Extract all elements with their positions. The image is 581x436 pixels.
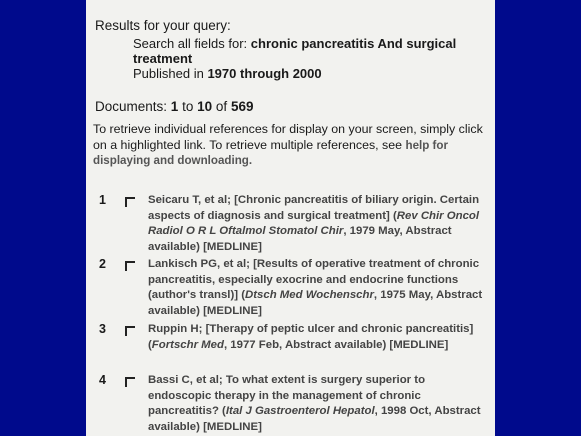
search-fields-line-2 <box>133 51 192 66</box>
documents-total: 569 <box>230 99 254 114</box>
citation-text: Ruppin H; [Therapy of peptic ulcer and chronic pancreatitis] ( <box>148 323 474 351</box>
documents-of-word: of <box>215 99 228 114</box>
result-number: 1 <box>99 193 106 207</box>
result-number: 2 <box>99 257 106 271</box>
documents-to-word: to <box>182 99 194 114</box>
citation-text: Seicaru T, et al; [Chronic pancreatitis of biliary origin. Certain aspects of diagnosis and surgical treatment] ( <box>148 194 480 222</box>
journal-name: Dtsch Med Wochenschr <box>245 289 374 301</box>
journal-name: Fortschr Med <box>151 338 224 351</box>
result-checkbox[interactable] <box>125 326 135 336</box>
citation-details: , 1977 Feb, Abstract available) [MEDLINE] <box>223 338 449 351</box>
documents-from: 1 <box>170 99 179 114</box>
citation-details: , 1975 May, Abstract available) [MEDLINE] <box>148 289 483 317</box>
citation-text: Bassi C, et al; To what extent is surgery superior to endoscopic therapy in the management of chronic pancreatitis? ( <box>148 374 426 417</box>
citation-details: , 1979 May, Abstract available) [MEDLINE] <box>148 225 452 253</box>
result-citation[interactable] <box>148 322 483 353</box>
published-line <box>133 66 322 81</box>
citation-details: , 1998 Oct, Abstract available) [MEDLINE] <box>148 405 481 433</box>
published-prefix: Published in <box>133 66 204 81</box>
help-link[interactable]: help for displaying and downloading. <box>93 138 448 167</box>
documents-to: 10 <box>197 99 213 114</box>
result-citation[interactable] <box>148 257 483 319</box>
journal-name: Rev Chir Oncol Radiol O R L Oftalmol Stomatol Chir <box>148 209 480 237</box>
search-fields-line <box>133 36 456 51</box>
search-terms-cont: treatment <box>133 51 193 66</box>
search-prefix: Search all fields for: <box>133 36 248 51</box>
result-checkbox[interactable] <box>125 377 135 387</box>
result-citation[interactable] <box>148 373 483 435</box>
results-page <box>86 0 495 436</box>
result-checkbox[interactable] <box>125 197 135 207</box>
published-range: 1970 through 2000 <box>207 66 322 81</box>
documents-label: Documents: <box>95 99 168 114</box>
result-citation[interactable] <box>148 193 483 255</box>
help-instructions: To retrieve individual references for display on your screen, simply click on a highlighted link. To retrieve multiple references, see <box>93 122 483 152</box>
documents-count <box>95 99 253 114</box>
result-number: 3 <box>99 322 106 336</box>
query-heading: Results for your query: <box>95 18 231 33</box>
citation-text: Lankisch PG, et al; [Results of operative treatment of chronic pancreatitis, especially exocrine and endocrine functions (author's transl)] ( <box>148 258 480 301</box>
journal-name: Ital J Gastroenterol Hepatol <box>225 405 375 417</box>
search-terms: chronic pancreatitis And surgical <box>250 36 457 51</box>
help-text <box>93 122 491 169</box>
result-number: 4 <box>99 373 106 387</box>
result-checkbox[interactable] <box>125 261 135 271</box>
